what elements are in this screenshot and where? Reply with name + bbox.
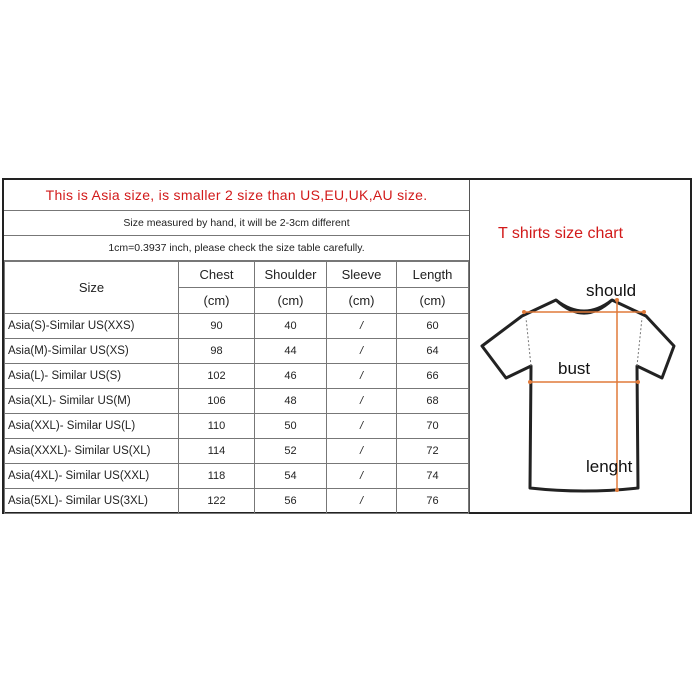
- sleeve-cell: /: [327, 464, 397, 489]
- chest-cell: 122: [179, 489, 255, 514]
- length-column-header: Length: [397, 262, 469, 288]
- shoulder-cell: 52: [255, 439, 327, 464]
- chest-cell: 114: [179, 439, 255, 464]
- length-cell: 70: [397, 414, 469, 439]
- sleeve-unit: (cm): [327, 288, 397, 314]
- size-cell: Asia(M)-Similar US(XS): [5, 339, 179, 364]
- shoulder-cell: 54: [255, 464, 327, 489]
- size-cell: Asia(XXXL)- Similar US(XL): [5, 439, 179, 464]
- sleeve-cell: /: [327, 489, 397, 514]
- chest-cell: 98: [179, 339, 255, 364]
- sleeve-cell: /: [327, 314, 397, 339]
- asia-size-notice: This is Asia size, is smaller 2 size than US,EU,UK,AU size.: [4, 180, 469, 211]
- size-cell: Asia(XXL)- Similar US(L): [5, 414, 179, 439]
- table-row: [5, 414, 469, 439]
- sleeve-cell: /: [327, 389, 397, 414]
- shoulder-cell: 40: [255, 314, 327, 339]
- table-row: [5, 389, 469, 414]
- sleeve-cell: /: [327, 414, 397, 439]
- size-cell: Asia(L)- Similar US(S): [5, 364, 179, 389]
- bust-label: bust: [558, 359, 591, 378]
- shoulder-cell: 44: [255, 339, 327, 364]
- length-cell: 76: [397, 489, 469, 514]
- conversion-note: 1cm=0.3937 inch, please check the size table carefully.: [4, 236, 469, 261]
- length-cell: 74: [397, 464, 469, 489]
- shoulder-cell: 48: [255, 389, 327, 414]
- size-column-header: Size: [5, 262, 179, 314]
- shoulder-cell: 50: [255, 414, 327, 439]
- chest-unit: (cm): [179, 288, 255, 314]
- shoulder-label: should: [586, 281, 637, 300]
- chest-cell: 110: [179, 414, 255, 439]
- table-row: [5, 364, 469, 389]
- length-cell: 64: [397, 339, 469, 364]
- diagram-title: T shirts size chart: [498, 225, 624, 242]
- size-table: [4, 261, 469, 514]
- tshirt-diagram-panel: [470, 180, 690, 512]
- chest-column-header: Chest: [179, 262, 255, 288]
- table-row: [5, 314, 469, 339]
- length-unit: (cm): [397, 288, 469, 314]
- chest-cell: 102: [179, 364, 255, 389]
- size-cell: Asia(S)-Similar US(XXS): [5, 314, 179, 339]
- size-cell: Asia(4XL)- Similar US(XXL): [5, 464, 179, 489]
- length-label: lenght: [586, 457, 633, 476]
- sleeve-cell: /: [327, 439, 397, 464]
- shoulder-column-header: Shoulder: [255, 262, 327, 288]
- chest-cell: 106: [179, 389, 255, 414]
- table-row: [5, 489, 469, 514]
- chest-cell: 118: [179, 464, 255, 489]
- shoulder-cell: 56: [255, 489, 327, 514]
- measure-note: Size measured by hand, it will be 2-3cm different: [4, 211, 469, 236]
- shoulder-cell: 46: [255, 364, 327, 389]
- table-row: [5, 439, 469, 464]
- length-cell: 68: [397, 389, 469, 414]
- tshirt-diagram: [470, 260, 690, 500]
- chest-cell: 90: [179, 314, 255, 339]
- length-cell: 66: [397, 364, 469, 389]
- shoulder-unit: (cm): [255, 288, 327, 314]
- sleeve-column-header: Sleeve: [327, 262, 397, 288]
- table-row: [5, 464, 469, 489]
- sleeve-cell: /: [327, 339, 397, 364]
- size-chart: [2, 178, 692, 514]
- size-cell: Asia(XL)- Similar US(M): [5, 389, 179, 414]
- size-table-panel: [4, 180, 470, 512]
- tshirt-outline-icon: [482, 300, 674, 491]
- size-cell: Asia(5XL)- Similar US(3XL): [5, 489, 179, 514]
- length-cell: 60: [397, 314, 469, 339]
- length-cell: 72: [397, 439, 469, 464]
- table-row: [5, 339, 469, 364]
- sleeve-cell: /: [327, 364, 397, 389]
